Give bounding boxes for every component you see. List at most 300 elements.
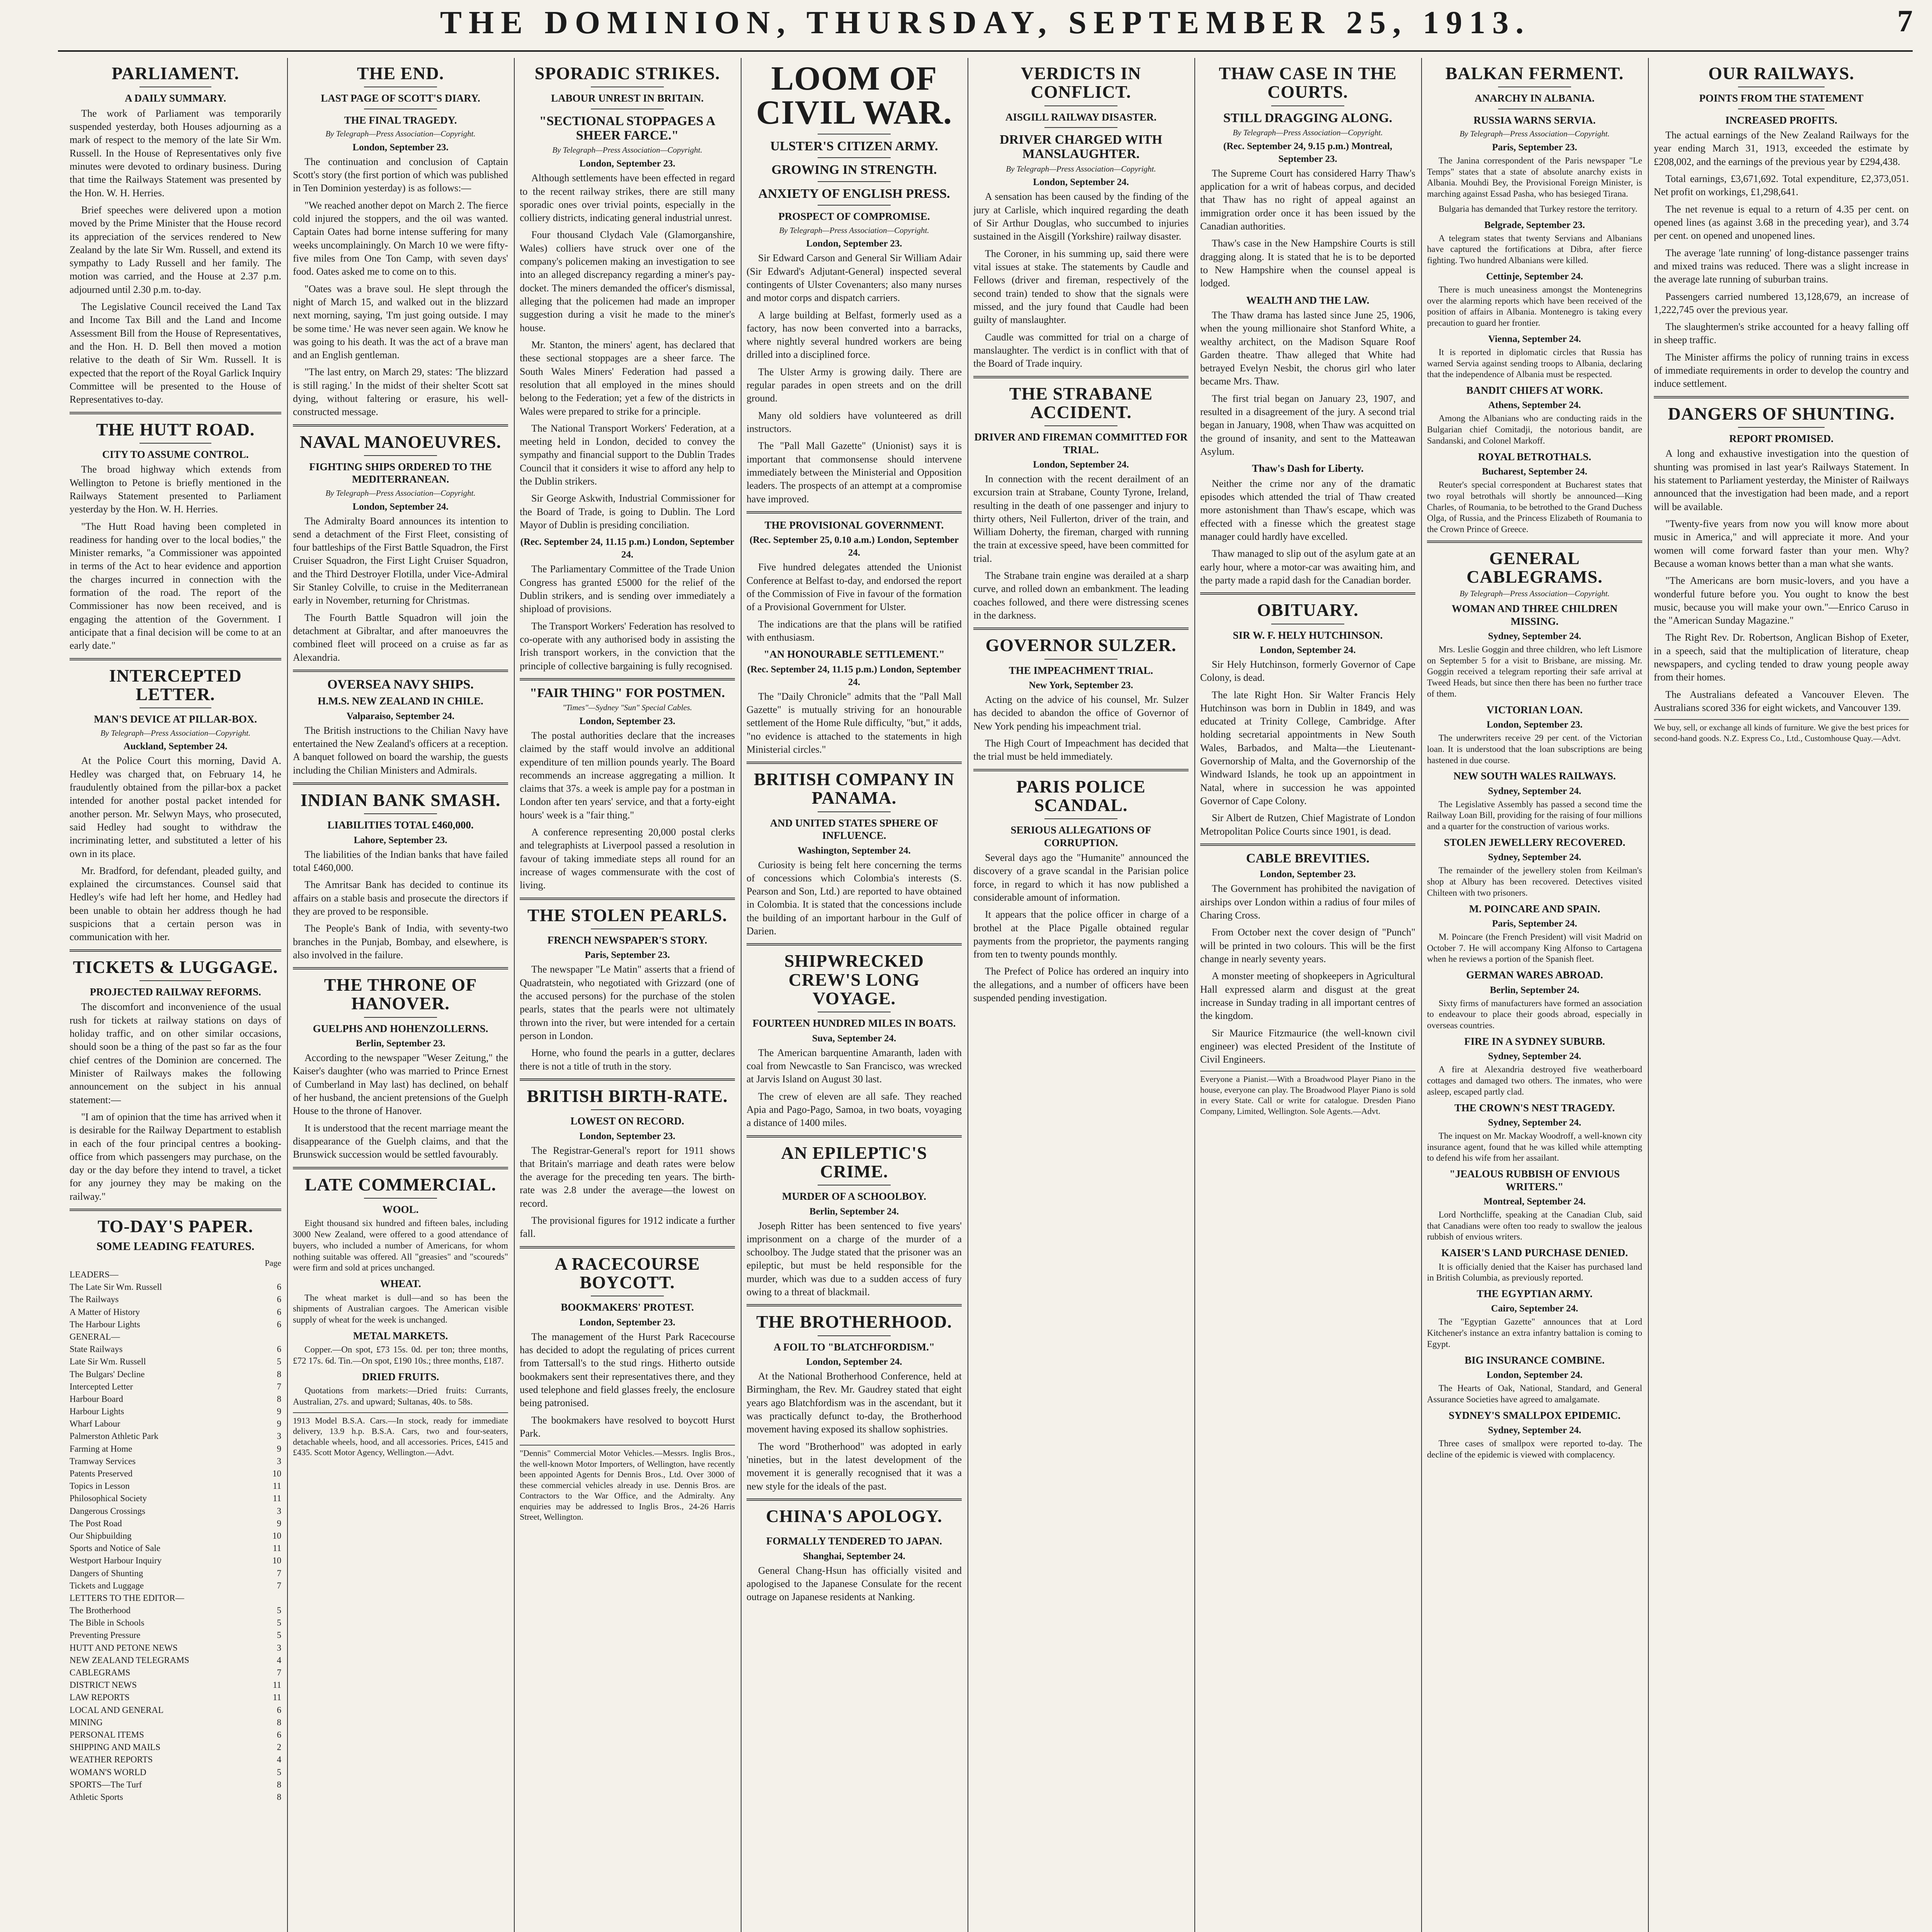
dateline: London, September 24. [1260, 645, 1356, 655]
subheadline: THE EGYPTIAN ARMY. [1476, 1288, 1593, 1300]
feature-title: Harbour Lights [70, 1406, 124, 1417]
feature-page-number: 8 [277, 1394, 281, 1404]
dateline: Paris, September 23. [585, 950, 670, 961]
paragraph: Bulgaria has demanded that Turkey restore the territory. [1439, 204, 1638, 214]
divider [139, 443, 211, 444]
feature-page-number: 8 [277, 1369, 281, 1379]
paragraph: Thaw's case in the New Hampshire Courts is still dragging along. It is stated that he is to be deported to New Hampshire when the counsel appeal is lodged. [1200, 238, 1415, 289]
paragraph: The Australians defeated a Vancouver Eleven. The Australians scored 336 for eight wickets, and Vancouver 139. [1654, 689, 1909, 714]
feature-title: The Post Road [70, 1518, 122, 1528]
dateline: Cairo, September 24. [1491, 1303, 1578, 1314]
paragraph: The "Daily Chronicle" admits that the "Pall Mall Gazette" is mutually striving for an honourable settlement of the Home Rule difficulty, "but," it adds, "no evidence is attached to the statements in high Ministerial circles." [747, 690, 962, 755]
feature-title: Farming at Home [70, 1444, 133, 1454]
paragraph: The Fourth Battle Squadron will join the detachment at Gibraltar, and after manoeuvres the combined fleet will proceed on a cruise as far as Alexandria. [293, 612, 508, 663]
advertisement: 1913 Model B.S.A. Cars.—In stock, ready for immediate delivery, 13.9 h.p. B.S.A. Cars, two and four-seaters, detachable wheels, hood, and all accessories. Prices, £415 and £435. Scott Motor Agency, Wellington.—Advt. [293, 1412, 508, 1458]
press-credit: By Telegraph—Press Association—Copyright. [325, 129, 476, 139]
subheadline: AND UNITED STATES SPHERE OF INFLUENCE. [770, 817, 939, 842]
headline: GENERAL CABLEGRAMS. [1466, 548, 1603, 587]
feature-list-item [70, 1704, 281, 1716]
headline: PARLIAMENT. [111, 63, 239, 83]
feature-title: Our Shipbuilding [70, 1531, 132, 1541]
headline: BRITISH COMPANY IN PANAMA. [754, 769, 954, 808]
divider [139, 707, 211, 708]
dateline: Sydney, September 24. [1488, 1051, 1582, 1062]
subheadline: MURDER OF A SCHOOLBOY. [782, 1190, 927, 1202]
feature-page-number: 7 [277, 1580, 281, 1590]
feature-title: DISTRICT NEWS [70, 1680, 137, 1690]
feature-title: Intercepted Letter [70, 1381, 133, 1391]
feature-page-number: 5 [277, 1357, 281, 1367]
column-rule [1421, 58, 1422, 1932]
paragraph: A monster meeting of shopkeepers in Agricultural Hall expressed alarm and disgust at the great increase in Sunday trading in all important centres of the kingdom. [1200, 970, 1415, 1022]
paragraph: The first trial began on January 23, 1907, and resulted in a disagreement of the jury. A second trial began in January, 1908, when Thaw was acquitted on the ground of insanity, and sent to the Matteawan Asylum. [1200, 393, 1415, 457]
feature-title: HUTT AND PETONE NEWS [70, 1643, 178, 1653]
divider [139, 980, 211, 981]
paragraph: The postal authorities declare that the increases claimed by the staff would involve an additional expenditure of ten million pounds yearly. The Board recommends an increase aggregating a million. It claims that 37s. a week is ample pay for a postman in London after ten years' service, and that a forty-eight hours' week is a "fair thing." [520, 730, 735, 821]
divider [818, 1335, 891, 1336]
feature-title: Tickets and Luggage [70, 1580, 144, 1590]
paragraph: Several days ago the "Humanite" announced the discovery of a grave scandal in the Parisian police force, in regard to which it has now published a considerable amount of information. [973, 852, 1189, 903]
dateline: London, September 23. [806, 238, 902, 249]
column-5 [973, 58, 1189, 1932]
advertisement: We buy, sell, or exchange all kinds of furniture. We give the best prices for second-hand goods. N.Z. Express Co., Ltd., Customhouse Quay.—Advt. [1654, 719, 1909, 743]
subheadline: BANDIT CHIEFS AT WORK. [1466, 384, 1603, 396]
feature-title: GENERAL— [70, 1332, 120, 1342]
dateline: New York, September 23. [1029, 680, 1133, 691]
subheadline: THE CROWN'S NEST TRAGEDY. [1454, 1102, 1615, 1114]
paragraph: At the National Brotherhood Conference, held at Birmingham, the Rev. Mr. Gaudrey stated that eight years ago Blatchfordism was in the ascendant, but it was practically defunct to-day, the Brotherhood movement having exposed its shallow sophistries. [747, 1371, 962, 1435]
dateline: Sydney, September 24. [1488, 1425, 1582, 1435]
paragraph: Sir Hely Hutchinson, formerly Governor of Cape Colony, is dead. [1200, 658, 1415, 684]
paragraph: Five hundred delegates attended the Unionist Conference at Belfast to-day, and endorsed the report of the Commission of Five in favour of the formation of a Provisional Government for Ulster. [747, 561, 962, 613]
dateline: London, September 23. [1260, 869, 1356, 880]
section-divider [973, 376, 1189, 378]
headline: INTERCEPTED LETTER. [109, 665, 242, 704]
dateline: Berlin, September 24. [1490, 985, 1580, 995]
section-divider [1654, 396, 1909, 398]
feature-list-item [70, 1567, 281, 1580]
feature-title: LAW REPORTS [70, 1692, 130, 1702]
dateline: (Rec. September 25, 0.10 a.m.) London, September 24. [749, 535, 959, 558]
feature-title: WEATHER REPORTS [70, 1755, 153, 1765]
advertisement: "Dennis" Commercial Motor Vehicles.—Messrs. Inglis Bros., the well-known Motor Importers, of Wellington, have recently been appointed Agents for Dennis Bros., Ltd. Over 3000 of these commercial vehicles already in use. Dennis Bros. are Contractors to the War Office, and the Admiralty. Any enquiries may be addressed to Inglis Bros., 24-26 Harris Street, Wellington. [520, 1445, 735, 1522]
paragraph: The net revenue is equal to a return of 4.35 per cent. on opened lines (as against 3.68 in the preceding year), and 3.74 per cent. on opened and unopened lines. [1654, 203, 1909, 242]
subheadline: Thaw's Dash for Liberty. [1252, 463, 1364, 474]
paragraph: The management of the Hurst Park Racecourse has decided to adopt the regulating of prices current from Tattersall's to the stud rings. Hitherto outside bookmakers sent their representatives there, and they used telephone and field glasses freely, the enclosure being patronised. [520, 1331, 735, 1409]
dateline: Sydney, September 24. [1488, 786, 1582, 796]
press-credit: By Telegraph—Press Association—Copyright. [1459, 129, 1610, 139]
subheadline: POINTS FROM THE STATEMENT [1699, 92, 1864, 104]
headline: THE THRONE OF HANOVER. [324, 975, 477, 1014]
feature-title: LOCAL AND GENERAL [70, 1705, 164, 1715]
feature-title: Preventing Pressure [70, 1630, 141, 1640]
paragraph: The Transport Workers' Federation has resolved to co-operate with any authorised body in assisting the Irish transport workers, in the conviction that the principle of collective bargaining is fully recognised. [520, 620, 735, 672]
paragraph: The Janina correspondent of the Paris newspaper "Le Temps" states that a state of absolute anarchy exists in Albania. Mouhdi Bey, the Provisional Foreign Minister, is marching against Essad Pasha, who has besieged Tirana. [1427, 155, 1642, 199]
feature-list-item [70, 1779, 281, 1791]
feature-title: Philosophical Society [70, 1493, 147, 1503]
paragraph: According to the newspaper "Weser Zeitung," the Kaiser's daughter (who was married to Prince Ernest of Cumberland in May last) has declined, on behalf of her husband, the ancient pretensions of the Guelph House to the throne of Hanover. [293, 1052, 508, 1117]
paragraph: Three cases of smallpox were reported to-day. The decline of the epidemic is viewed with complacency. [1427, 1439, 1642, 1459]
feature-page-number: 11 [272, 1493, 281, 1503]
dateline: London, September 23. [579, 1317, 675, 1328]
paragraph: "Twenty-five years from now you will know more about music in America," and will appreciate it more. And your women will come forward faster than your men. Why? Because a woman knows better than a man what she wants. [1654, 518, 1909, 569]
paragraph: M. Poincare (the French President) will visit Madrid on October 7. He will accompany King Alfonso to Cartagena when he reviews a portion of the Spanish fleet. [1427, 932, 1642, 964]
feature-page-number: 2 [277, 1742, 281, 1752]
press-credit: By Telegraph—Press Association—Copyright. [100, 728, 251, 738]
feature-title: Dangerous Crossings [70, 1506, 146, 1516]
subheadline: WHEAT. [380, 1278, 421, 1290]
feature-page-number: 7 [277, 1668, 281, 1677]
section-divider [293, 782, 508, 785]
press-credit: "Times"—Sydney "Sun" Special Cables. [562, 703, 692, 713]
paragraph: The Prefect of Police has ordered an inquiry into the allegations, and a number of officers have been suspended pending investigation. [973, 966, 1189, 1004]
feature-page-number: 11 [272, 1481, 281, 1491]
paragraph: Mr. Bradford, for defendant, pleaded guilty, and explained the circumstances. Counsel said that Hedley's wife had left her home, and Hedley had been unable to obtain her address though he had suspicions that a certain person was in communication with her. [70, 865, 281, 943]
subheadline: LIABILITIES TOTAL £460,000. [327, 819, 474, 831]
paragraph: It is understood that the recent marriage meant the disappearance of the Guelph claims, and that the Brunswick succession would be settled favourably. [293, 1122, 508, 1160]
feature-title: Tramway Services [70, 1456, 136, 1466]
dateline: Vienna, September 24. [1488, 333, 1581, 344]
section-divider [70, 949, 281, 952]
paragraph: The "Egyptian Gazette" announces that at Lord Kitchener's instance an extra infantry battalion is coming to Egypt. [1427, 1317, 1642, 1349]
feature-title: SHIPPING AND MAILS [70, 1742, 161, 1752]
subheadline: LAST PAGE OF SCOTT'S DIARY. [321, 92, 480, 104]
paragraph: Sir George Askwith, Industrial Commissioner for the Board of Trade, is going to Dublin. The Lord Mayor of Dublin is presiding conciliation. [520, 493, 735, 531]
paragraph: The provisional figures for 1912 indicate a further fall. [520, 1215, 735, 1240]
dateline: London, September 23. [579, 716, 675, 726]
section-divider [293, 1167, 508, 1169]
paragraph: "The Hutt Road having been completed in readiness for handing over to the local bodies," the Minister remarks, "a Commissioner was appointed in terms of the Act to hear evidence and apportion the charges incurred in connection with the formation of the road. The report of the Commissioner has now been received, and is engaging the attention of the Government. I anticipate that a final decision will be come to at an early date." [70, 520, 281, 651]
feature-list-item [70, 1418, 281, 1430]
paragraph: The newspaper "Le Matin" asserts that a friend of Quadratstein, who negotiated with Grizzard (one of the accused persons) for the purchase of the stolen pearls, states that the pearls were not ultimately thrown into the river, but were intended for a certain person in London. [520, 964, 735, 1041]
feature-title: MINING [70, 1717, 103, 1727]
paragraph: Sir Edward Carson and General Sir William Adair (Sir Edward's Adjutant-General) inspected several contingents of Ulster Covenanters; also many nurses and motor corps and dispatch carriers. [747, 252, 962, 304]
section-divider [520, 1246, 735, 1248]
feature-title: Sports and Notice of Sale [70, 1543, 161, 1553]
section-divider [70, 658, 281, 660]
subheadline: ANARCHY IN ALBANIA. [1475, 92, 1595, 104]
headline: VERDICTS IN CONFLICT. [1020, 63, 1141, 102]
divider [364, 1017, 437, 1018]
dateline: Athens, September 24. [1488, 400, 1581, 411]
feature-title: Harbour Board [70, 1394, 123, 1404]
subheadline: SIR W. F. HELY HUTCHINSON. [1233, 629, 1383, 641]
headline: THE HUTT ROAD. [96, 419, 255, 439]
divider [818, 811, 891, 812]
paragraph: It appears that the police officer in charge of a brothel at the Place Pigalle obtained regular payments from the proprietor, the payments ranging from ten to twenty pounds monthly. [973, 909, 1189, 960]
paragraph: The American barquentine Amaranth, laden with coal from Newcastle to San Francisco, was wrecked at Jarvis Island on August 30 last. [747, 1047, 962, 1085]
column-1 [70, 58, 281, 1932]
feature-list-item [70, 1629, 281, 1641]
section-divider [747, 1135, 962, 1138]
paragraph: The average 'late running' of long-distance passenger trains and mixed trains was reduced. There was a slight increase in the average late running of suburban trains. [1654, 247, 1909, 285]
dateline: Sydney, September 24. [1488, 852, 1582, 863]
headline: CHINA'S APOLOGY. [766, 1506, 942, 1526]
divider [1044, 659, 1117, 660]
masthead [58, 4, 1913, 52]
subheadline: ANXIETY OF ENGLISH PRESS. [758, 186, 950, 201]
feature-page-number: 4 [277, 1755, 281, 1765]
subheadline: METAL MARKETS. [353, 1330, 448, 1342]
subheadline: WEALTH AND THE LAW. [1246, 294, 1369, 306]
section-divider [747, 1498, 962, 1501]
divider [818, 205, 891, 206]
paragraph: The broad highway which extends from Wellington to Petone is briefly mentioned in the Railways Statement presented to Parliament yesterday by the Hon. W. H. Herries. [70, 464, 281, 515]
feature-page-number: 6 [277, 1319, 281, 1329]
section-divider [520, 678, 735, 680]
feature-title: The Late Sir Wm. Russell [70, 1282, 162, 1292]
feature-title: Palmerston Athletic Park [70, 1431, 158, 1441]
feature-page-number: 10 [272, 1556, 281, 1566]
feature-list-item [70, 1654, 281, 1667]
headline: GOVERNOR SULZER. [985, 635, 1177, 655]
feature-page-number: 8 [277, 1717, 281, 1727]
subheadline: ULSTER'S CITIZEN ARMY. [770, 139, 938, 153]
paragraph: The Supreme Court has considered Harry Thaw's application for a writ of habeas corpus, and decided that Thaw has no right of appeal against an immigration order once it has been issued by the Canadian authorities. [1200, 167, 1415, 232]
paragraph: "I am of opinion that the time has arrived when it is desirable for the Railway Department to establish in each of the four principal centres a booking-office from which passengers may purchase, on the day or the day before they intend to travel, a ticket for any journey they may be making on the railway." [70, 1111, 281, 1202]
column-2 [293, 58, 508, 1932]
paragraph: Passengers carried numbered 13,128,679, an increase of 1,222,745 over the previous year. [1654, 291, 1909, 315]
paragraph: "The Americans are born music-lovers, and you have a wonderful future before you. You ought to know the best music, because you will make your own."—Enrico Caruso in the "American Sunday Magazine." [1654, 575, 1909, 626]
feature-page-number: 3 [277, 1431, 281, 1441]
feature-page-number: 6 [277, 1307, 281, 1317]
headline: SHIPWRECKED CREW'S LONG VOYAGE. [784, 951, 924, 1008]
feature-page-number: 11 [272, 1543, 281, 1553]
paragraph: A sensation has been caused by the finding of the jury at Carlisle, which inquired regarding the death of Sir Arthur Douglas, who succumbed to injuries sustained in the Aisgill (Yorkshire) railway disaster. [973, 191, 1189, 242]
headline: THAW CASE IN THE COURTS. [1219, 63, 1397, 102]
feature-page-number: 10 [272, 1531, 281, 1541]
paragraph: Sir Maurice Fitzmaurice (the well-known civil engineer) was elected President of the Institute of Civil Engineers. [1200, 1027, 1415, 1065]
paragraph: Among the Albanians who are conducting raids in the Bulgarian chief Comitadji, the notorious bandit, are Sandanski, and Colonel Markoff. [1427, 413, 1642, 446]
subheadline: WOMAN AND THREE CHILDREN MISSING. [1451, 603, 1618, 627]
paragraph: At the Police Court this morning, David A. Hedley was charged that, on February 14, he fraudulently obtained from the pillar-box a packet intended for another postal packet intended for another person. Mr. Selwyn Mays, who prosecuted, said Hedley had sought to withdraw the incriminating letter, and substituted a letter of his own in its place. [70, 755, 281, 859]
newspaper-title: THE DOMINION, THURSDAY, SEPTEMBER 25, 1913. [440, 5, 1531, 41]
subheadline: SERIOUS ALLEGATIONS OF CORRUPTION. [1010, 824, 1151, 849]
subheadline: A FOIL TO "BLATCHFORDISM." [773, 1341, 935, 1353]
paragraph: A fire at Alexandria destroyed five weatherboard cottages and damaged two others. The inmates, who were asleep, escaped partly clad. [1427, 1065, 1642, 1097]
feature-page-number: 9 [277, 1444, 281, 1454]
subheadline: LOWEST ON RECORD. [570, 1115, 684, 1127]
subheadline: INCREASED PROFITS. [1725, 114, 1837, 126]
feature-title: CABLEGRAMS [70, 1668, 131, 1677]
headline: DANGERS OF SHUNTING. [1668, 403, 1895, 423]
headline: "AN HONOURABLE SETTLEMENT." [764, 648, 945, 660]
advertisement: Everyone a Pianist.—With a Broadwood Player Piano in the house, everyone can play. The Broadwood Player Piano is sold in every State. Call or write for catalogue. Dresden Piano Company, Limited, Wellington. Sole Agents.—Advt. [1200, 1071, 1415, 1116]
paragraph: The Right Rev. Dr. Robertson, Anglican Bishop of Exeter, in a speech, said that the multiplication of literature, cheap newspapers, and cycling tended to draw young people away from their homes. [1654, 632, 1909, 683]
paragraph: "Oates was a brave soul. He slept through the night of March 15, and walked out in the blizzard next morning, saying, 'I'm just going outside. I may be some time.' He was never seen again. We know he was going to his death. It was the act of a brave man and an English gentleman. [293, 283, 508, 361]
dateline: Montreal, September 24. [1483, 1196, 1586, 1207]
divider [364, 455, 437, 456]
paragraph: General Chang-Hsun has officially visited and apologised to the Japanese Consulate for the recent outrage on Japanese residents at Nanking. [747, 1565, 962, 1603]
paragraph: The slaughtermen's strike accounted for a heavy falling off in sheep traffic. [1654, 321, 1909, 346]
feature-list-item [70, 1492, 281, 1505]
subheadline: DRIVER CHARGED WITH MANSLAUGHTER. [1000, 132, 1162, 162]
paragraph: "We reached another depot on March 2. The fierce cold injured the stoppers, and the oil was wanted. Captain Oates had borne intense suffering for many weeks uncomplainingly. On March 10 we were fifty-five miles from One Ton Camp, with seven days' food. Oates asked me to come on to this. [293, 199, 508, 277]
headline: THE BROTHERHOOD. [756, 1312, 952, 1332]
paragraph: Horne, who found the pearls in a gutter, declares there is not a title of truth in the story. [520, 1047, 735, 1072]
feature-list-item [70, 1753, 281, 1766]
feature-title: The Harbour Lights [70, 1319, 140, 1329]
headline: TICKETS & LUGGAGE. [73, 957, 278, 977]
paragraph: It is reported in diplomatic circles that Russia has warned Servia against sending troops to Albania, declaring that the independence of Albania must be respected. [1427, 347, 1642, 379]
subheadline: BOOKMAKERS' PROTEST. [561, 1301, 694, 1313]
paragraph: Eight thousand six hundred and fifteen bales, including 3000 New Zealand, were offered to a good attendance of buyers, who included a number of Americans, for whom nothing suitable was offered. All "greasies" and "scoureds" were firm and sold at prices unchanged. [293, 1218, 508, 1273]
paragraph: Many old soldiers have volunteered as drill instructors. [747, 410, 962, 435]
feature-list-item [70, 1741, 281, 1753]
section-divider [747, 762, 962, 764]
subheadline: REPORT PROMISED. [1729, 433, 1834, 444]
paragraph: Copper.—On spot, £73 15s. 0d. per ton; three months, £72 17s. 6d. Tin.—On spot, £190 10s.; three months, £187. [293, 1345, 508, 1366]
paragraph: From October next the cover design of "Punch" will be printed in two colours. This will be the first change in nearly seventy years. [1200, 927, 1415, 964]
feature-list-item [70, 1592, 281, 1604]
feature-page-number: 11 [272, 1692, 281, 1702]
paragraph: The Registrar-General's report for 1911 shows that Britain's marriage and death rates were below the average for the preceding ten years. The birth-rate was 2.8 under the average—the lowest on record. [520, 1145, 735, 1209]
paragraph: "The last entry, on March 29, states: 'The blizzard is still raging.' In the midst of their shelter Scott sat dying, without faltering or erasure, his well-constructed message. [293, 366, 508, 418]
paragraph: The bookmakers have resolved to boycott Hurst Park. [520, 1414, 735, 1439]
feature-page-number: 6 [277, 1344, 281, 1354]
paragraph: The late Right Hon. Sir Walter Francis Hely Hutchinson was born in Dublin in 1849, and was educated at Trinity College, Cambridge. After holding secretarial appointments in New South Wales, Barbados, and Malta—the Lieutenant-Governorship of Malta, and the Governorship of the Windward Islands, he took up an appointment in Natal, where in succession he was appointed Governor of Cape Colony. [1200, 689, 1415, 807]
subheadline: STOLEN JEWELLERY RECOVERED. [1444, 836, 1626, 848]
paragraph: The Legislative Council received the Land Tax and Income Tax Bill and the Land and Income Assessment Bill from the House of Representatives, and the Hon. H. D. Bell then moved a motion relative to the death of Sir Wm. Russell. It is expected that the report of the Royal Garlick Inquiry Committee will be presented to the House of Representatives to-day. [70, 301, 281, 405]
paragraph: The "Pall Mall Gazette" (Unionist) says it is important that commonsense should intervene immediately between the Ministerial and Opposition leaders. The prospects of an attempt at a compromise have improved. [747, 440, 962, 505]
section-divider [973, 769, 1189, 771]
paragraph: Quotations from markets:—Dried fruits: Currants, Australian, 27s. and upward; Sultanas, 40s. to 58s. [293, 1386, 508, 1406]
dateline: Auckland, September 24. [123, 741, 228, 752]
feature-list-item [70, 1381, 281, 1393]
headline: "FAIR THING" FOR POSTMEN. [530, 685, 725, 700]
feature-list-item [70, 1443, 281, 1455]
paragraph: The remainder of the jewellery stolen from Keilman's shop at Albury has been recovered. Detectives visited Chilteen with two prisoners. [1427, 866, 1642, 898]
dateline: London, September 23. [579, 1131, 675, 1141]
subheadline: LABOUR UNREST IN BRITAIN. [551, 92, 704, 104]
divider [1044, 105, 1117, 106]
headline: BRITISH BIRTH-RATE. [527, 1086, 728, 1106]
paragraph: Mr. Stanton, the miners' agent, has declared that these sectional stoppages are a sheer farce. The South Wales Miners' Federation had passed a resolution that all employed in the mines should belong to the Federation; yet a few of the districts in Wales were prepared to strike for a principle. [520, 339, 735, 417]
paragraph: The work of Parliament was temporarily suspended yesterday, both Houses adjourning as a mark of respect to the memory of the late Sir Wm. Russell. In the House of Representatives only five minutes were devoted to ordinary business. During that time the Railways Statement was presented by the Hon. W. H. Herries. [70, 107, 281, 199]
paragraph: The indications are that the plans will be ratified with enthusiasm. [747, 618, 962, 643]
paragraph: Neither the crime nor any of the dramatic episodes which attended the trial of Thaw created more astonishment than Thaw's escape, which was effected with a finesse which the greatest stage manager could hardly have excelled. [1200, 478, 1415, 542]
feature-list-item [70, 1355, 281, 1368]
subheadline: FOURTEEN HUNDRED MILES IN BOATS. [752, 1017, 956, 1029]
paragraph: Although settlements have been effected in regard to the recent railway strikes, there are still many sporadic ones over trivial points, especially in the colliery districts, indicating general industrial unrest. [520, 172, 735, 224]
feature-page-number: 3 [277, 1506, 281, 1516]
feature-list-item [70, 1729, 281, 1741]
feature-list-item [70, 1716, 281, 1729]
subheadline: CITY TO ASSUME CONTROL. [102, 448, 249, 460]
feature-title: LETTERS TO THE EDITOR— [70, 1593, 184, 1603]
feature-title: Westport Harbour Inquiry [70, 1556, 162, 1566]
feature-page-number: 3 [277, 1456, 281, 1466]
feature-page-number: 6 [277, 1730, 281, 1740]
press-credit: By Telegraph—Press Association—Copyright. [1006, 164, 1156, 173]
feature-title: Topics in Lesson [70, 1481, 130, 1491]
feature-list-item [70, 1405, 281, 1418]
paragraph: Sir Albert de Rutzen, Chief Magistrate of London Metropolitan Police Courts since 1901, is dead. [1200, 812, 1415, 837]
feature-list-item [70, 1667, 281, 1679]
paragraph: A conference representing 20,000 postal clerks and telegraphists at Liverpool passed a resolution in favour of taking immediate steps all round for an increase of wages commensurate with the cost of living. [520, 827, 735, 891]
feature-title: The Railways [70, 1294, 119, 1304]
headline: THE PROVISIONAL GOVERNMENT. [764, 519, 944, 531]
feature-title: Patents Preserved [70, 1469, 133, 1478]
feature-list-item [70, 1393, 281, 1405]
feature-list-item [70, 1580, 281, 1592]
headline: OUR RAILWAYS. [1708, 63, 1854, 83]
headline: OBITUARY. [1257, 600, 1359, 620]
feature-list-item [70, 1617, 281, 1629]
feature-title: WOMAN'S WORLD [70, 1767, 146, 1777]
column-7 [1427, 58, 1642, 1932]
paragraph: The liabilities of the Indian banks that have failed total £460,000. [293, 849, 508, 873]
paragraph: The British instructions to the Chilian Navy have entertained the New Zealand's officers at a reception. A banquet followed on board the warship, the guests including the Chilian Ministers and Admirals. [293, 724, 508, 776]
column-rule [1648, 58, 1649, 1932]
feature-list-item [70, 1604, 281, 1617]
dateline: London, September 24. [1486, 1370, 1583, 1381]
dateline: (Rec. September 24, 11.15 p.m.) London, September 24. [520, 537, 735, 560]
subheadline: FRENCH NEWSPAPER'S STORY. [547, 934, 707, 946]
dateline: London, September 24. [1033, 177, 1129, 188]
section-divider [747, 943, 962, 946]
dateline: Sydney, September 24. [1488, 1117, 1582, 1128]
section-divider [747, 511, 962, 514]
headline: THE STRABANE ACCIDENT. [1009, 383, 1153, 422]
column-rule [741, 58, 742, 1932]
headline: THE STOLEN PEARLS. [527, 905, 727, 925]
feature-page-number: 8 [277, 1779, 281, 1789]
paragraph: The Legislative Assembly has passed a second time the Railway Loan Bill, providing for the raising of four millions and a quarter for the construction of various works. [1427, 799, 1642, 832]
paragraph: Sixty firms of manufacturers have formed an association to endeavour to place their goods abroad, especially in overseas countries. [1427, 998, 1642, 1031]
column-rule [514, 58, 515, 1932]
section-divider [520, 898, 735, 900]
paragraph: Lord Northcliffe, speaking at the Canadian Club, said that Canadians were often too ready to swallow the jealous rubbish of envious writers. [1427, 1209, 1642, 1242]
feature-list-item [70, 1505, 281, 1517]
divider [1044, 425, 1117, 426]
feature-title: Wharf Labour [70, 1419, 120, 1429]
subheadline: RUSSIA WARNS SERVIA. [1473, 114, 1596, 126]
feature-page-number: 11 [272, 1680, 281, 1690]
paragraph: Four thousand Clydach Vale (Glamorganshire, Wales) colliers have struck over one of the company's policemen making an investigation to see into an alleged discrepancy regarding a miner's pay-docket. The miners demanded the officer's dismissal, alleging that the policemen had made an improper suggestion during a visit he made to the miner's house. [520, 229, 735, 333]
paragraph: A large building at Belfast, formerly used as a factory, has now been converted into a barracks, where nightly several hundred workers are being drilled into a disciplined force. [747, 309, 962, 361]
feature-title: Dangers of Shunting [70, 1568, 143, 1578]
section-divider [1427, 541, 1642, 543]
dateline: London, September 24. [352, 501, 449, 512]
feature-page-number: 5 [277, 1767, 281, 1777]
subheadline: DRIVER AND FIREMAN COMMITTED FOR TRIAL. [974, 431, 1188, 456]
feature-page-number: 4 [277, 1655, 281, 1665]
subheadline: STILL DRAGGING ALONG. [1223, 111, 1393, 125]
section-divider [1200, 592, 1415, 595]
subheadline: WOOL. [382, 1203, 419, 1215]
paragraph: Reuter's special correspondent at Bucharest states that two royal betrothals will shortly be announced—King Charles, of Roumania, to be betrothed to the Grand Duchess Olga, of Russia, and the Princess Elizabeth of Roumania to the Crown Prince of Greece. [1427, 480, 1642, 534]
paragraph: The word "Brotherhood" was adopted in early 'nineties, but in the latest development of the movement it is generally recognised that it was a new style for the ideals of the past. [747, 1440, 962, 1492]
subheadline: PROSPECT OF COMPROMISE. [778, 211, 930, 223]
column-4 [747, 58, 962, 1932]
dateline: (Rec. September 24, 11.15 p.m.) London, September 24. [747, 664, 961, 687]
feature-page-number: 9 [277, 1518, 281, 1528]
feature-page-number: 8 [277, 1792, 281, 1802]
column-rule [1194, 58, 1195, 1932]
section-divider [293, 967, 508, 969]
press-credit: By Telegraph—Press Association—Copyright. [552, 145, 702, 155]
feature-list-item [70, 1331, 281, 1343]
section-divider [293, 424, 508, 427]
dateline: Shanghai, September 24. [803, 1551, 905, 1561]
feature-list-item [70, 1468, 281, 1480]
column-6 [1200, 58, 1415, 1932]
section-divider [70, 412, 281, 414]
paragraph: The inquest on Mr. Mackay Woodroff, a well-known city insurance agent, found that he was killed while attempting to defend his wife from her assailant. [1427, 1131, 1642, 1163]
paragraph: The Government has prohibited the navigation of airships over London within a radius of four miles of Charing Cross. [1200, 883, 1415, 921]
paragraph: In connection with the recent derailment of an excursion train at Strabane, County Tyrone, Ireland, resulting in the death of one passenger and injury to thirty others, Neil Fullerton, driver of the train, and William Doherty, the fireman, charged with running the train at excessive speed, have been committed for trial. [973, 473, 1189, 564]
